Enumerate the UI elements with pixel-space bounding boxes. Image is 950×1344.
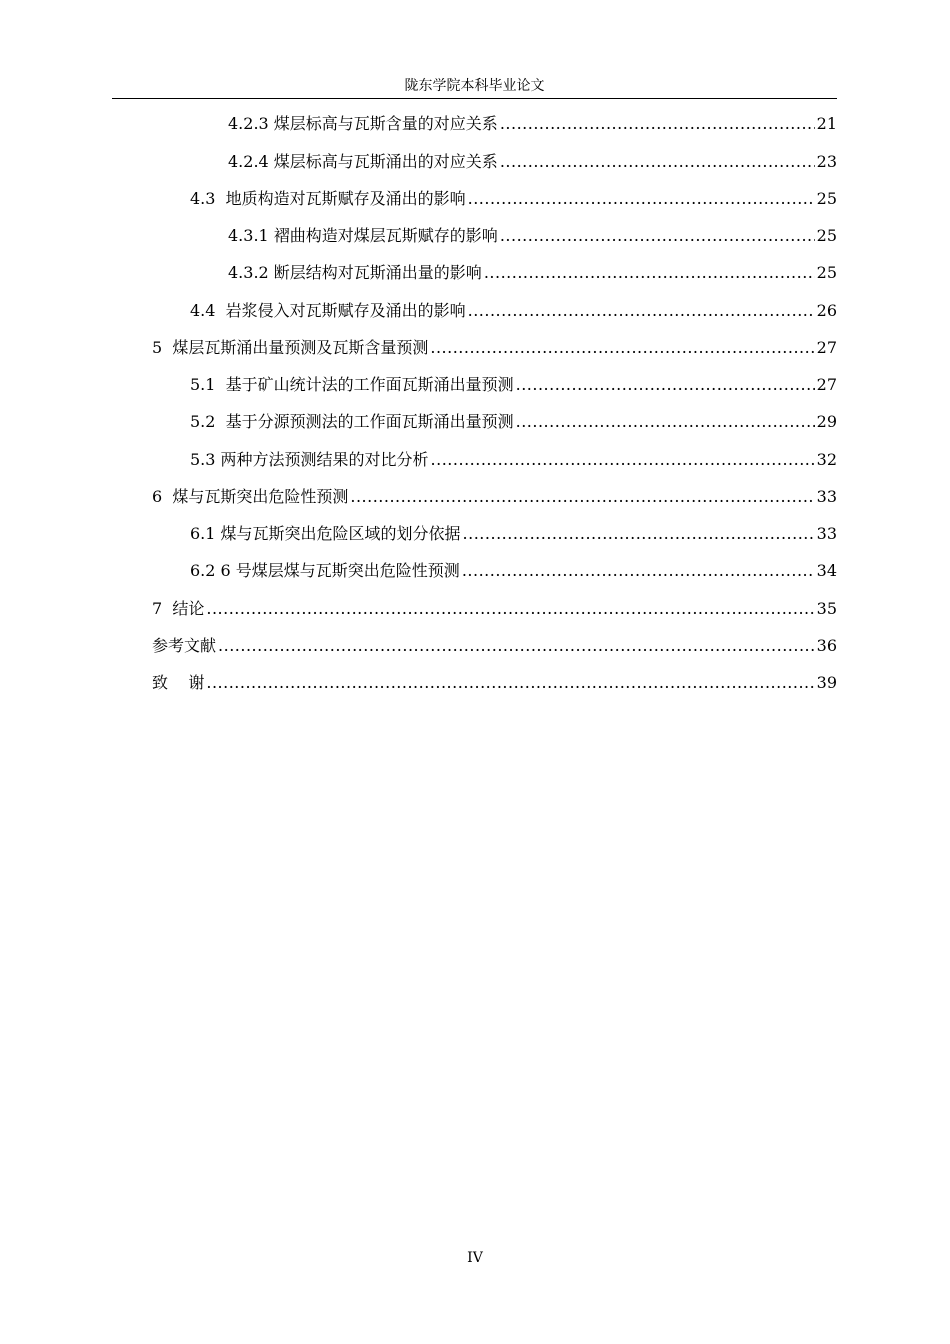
toc-entry-page: 21 — [816, 114, 837, 133]
toc-entry-label: 致 谢 — [152, 673, 205, 692]
toc-entry[interactable] — [152, 597, 837, 621]
toc-leader — [462, 559, 815, 583]
toc-entry-label: 参考文献 — [152, 636, 217, 655]
toc-entry-page: 27 — [816, 338, 837, 357]
toc-entry-label: 6.2 6 号煤层煤与瓦斯突出危险性预测 — [190, 561, 460, 580]
toc-leader — [500, 112, 815, 136]
toc-entry-label: 4.2.3 煤层标高与瓦斯含量的对应关系 — [228, 114, 498, 133]
toc-leader — [484, 261, 815, 285]
toc-entry[interactable] — [190, 410, 837, 434]
toc-entry-page: 25 — [816, 226, 837, 245]
toc-entry-page: 35 — [816, 599, 837, 618]
toc-entry-page: 27 — [816, 375, 837, 394]
toc-entry-page: 33 — [816, 487, 837, 506]
toc-leader — [500, 150, 815, 174]
toc-leader — [218, 634, 815, 658]
toc-entry-page: 25 — [816, 263, 837, 282]
toc-entry-label: 5 煤层瓦斯涌出量预测及瓦斯含量预测 — [152, 338, 429, 357]
toc-entry-label: 4.3 地质构造对瓦斯赋存及涌出的影响 — [190, 189, 466, 208]
toc-entry-page: 33 — [816, 524, 837, 543]
toc-entry-label: 5.1 基于矿山统计法的工作面瓦斯涌出量预测 — [190, 375, 514, 394]
toc-leader — [500, 224, 815, 248]
page-number: IV — [467, 1250, 483, 1266]
toc-entry-page: 25 — [816, 189, 837, 208]
header-rule — [112, 98, 837, 99]
toc-entry-label: 4.3.2 断层结构对瓦斯涌出量的影响 — [228, 263, 482, 282]
toc-entry-page: 36 — [816, 636, 837, 655]
toc-entry[interactable] — [228, 224, 837, 248]
toc-leader — [430, 336, 814, 360]
toc-entry-label: 7 结论 — [152, 599, 205, 618]
toc-entry[interactable] — [190, 448, 837, 472]
toc-entry[interactable] — [190, 187, 837, 211]
toc-entry[interactable] — [152, 634, 837, 658]
toc-entry[interactable] — [228, 261, 837, 285]
toc-entry[interactable] — [190, 522, 837, 546]
toc-entry-label: 4.4 岩浆侵入对瓦斯赋存及涌出的影响 — [190, 301, 466, 320]
toc-entry[interactable] — [190, 373, 837, 397]
toc-entry-label: 6.1 煤与瓦斯突出危险区域的划分依据 — [190, 524, 461, 543]
toc-entry-label: 6 煤与瓦斯突出危险性预测 — [152, 487, 349, 506]
toc-entry-page: 26 — [816, 301, 837, 320]
toc-entry-label: 5.2 基于分源预测法的工作面瓦斯涌出量预测 — [190, 412, 514, 431]
toc-leader — [350, 485, 814, 509]
toc-leader — [431, 448, 815, 472]
toc-entry[interactable] — [228, 112, 837, 136]
toc-leader — [206, 597, 814, 621]
toc-entry-page: 34 — [816, 561, 837, 580]
toc-leader — [206, 671, 814, 695]
toc-leader — [468, 187, 815, 211]
toc-entry-label: 5.3 两种方法预测结果的对比分析 — [190, 450, 429, 469]
toc-leader — [516, 373, 815, 397]
toc-entry[interactable] — [152, 336, 837, 360]
page-header: 陇东学院本科毕业论文 — [404, 78, 545, 94]
toc-entry[interactable] — [152, 671, 837, 695]
toc-leader — [516, 410, 815, 434]
toc-entry-page: 32 — [816, 450, 837, 469]
toc-entry[interactable] — [190, 299, 837, 323]
toc-entry[interactable] — [228, 150, 837, 174]
toc-entry-page: 23 — [816, 152, 837, 171]
toc-entry-page: 39 — [816, 673, 837, 692]
toc-leader — [463, 522, 815, 546]
toc-leader — [468, 299, 815, 323]
toc-entry-label: 4.2.4 煤层标高与瓦斯涌出的对应关系 — [228, 152, 498, 171]
toc-entry-page: 29 — [816, 412, 837, 431]
toc-entry-label: 4.3.1 褶曲构造对煤层瓦斯赋存的影响 — [228, 226, 498, 245]
toc-entry[interactable] — [190, 559, 837, 583]
toc-entry[interactable] — [152, 485, 837, 509]
